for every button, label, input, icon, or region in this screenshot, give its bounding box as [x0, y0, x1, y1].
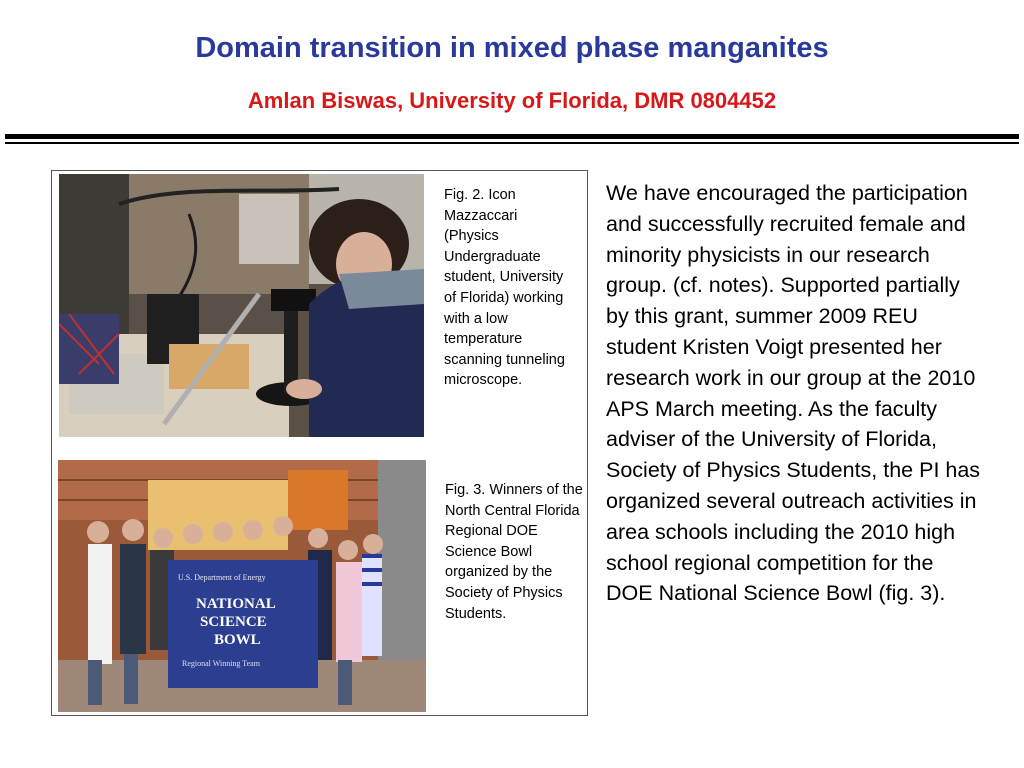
photo-student-microscope: [59, 174, 424, 437]
title-divider-thin: [5, 142, 1019, 144]
body-paragraph: We have encouraged the participation and successfully recruited female and minority physicists in our research group. (cf. notes). Supported partially by this grant, summer 2009 REU student Kristen Voigt presented her research work in our group at the 2010 APS March meeting. As the faculty adviser of the University of Florida, Society of Physics Students, the PI has organized several outreach activities in area schools including the 2010 high school regional competition for the DOE National Science Bowl (fig. 3).: [606, 181, 981, 606]
banner-text-line2: NATIONAL: [196, 596, 276, 612]
slide-title: Domain transition in mixed phase manganites: [195, 32, 829, 64]
slide-subtitle: Amlan Biswas, University of Florida, DMR 0804452: [247, 88, 777, 113]
banner-text-line4: BOWL: [214, 632, 261, 648]
figure-3-caption: Fig. 3. Winners of the North Central Florida Regional DOE Science Bowl organized by the Society of Physics Students.: [445, 482, 583, 622]
photo-science-bowl-team: [58, 460, 426, 712]
figure-2-caption: Fig. 2. Icon Mazzaccari (Physics Undergraduate student, University of Florida) working with a low temperature scanning tunneling microscope.: [444, 187, 565, 389]
banner-text-line3: SCIENCE: [200, 614, 267, 630]
banner-text-line5: Regional Winning Team: [182, 659, 260, 668]
title-divider-thick: [5, 134, 1019, 139]
banner-text-line1: U.S. Department of Energy: [178, 573, 266, 582]
